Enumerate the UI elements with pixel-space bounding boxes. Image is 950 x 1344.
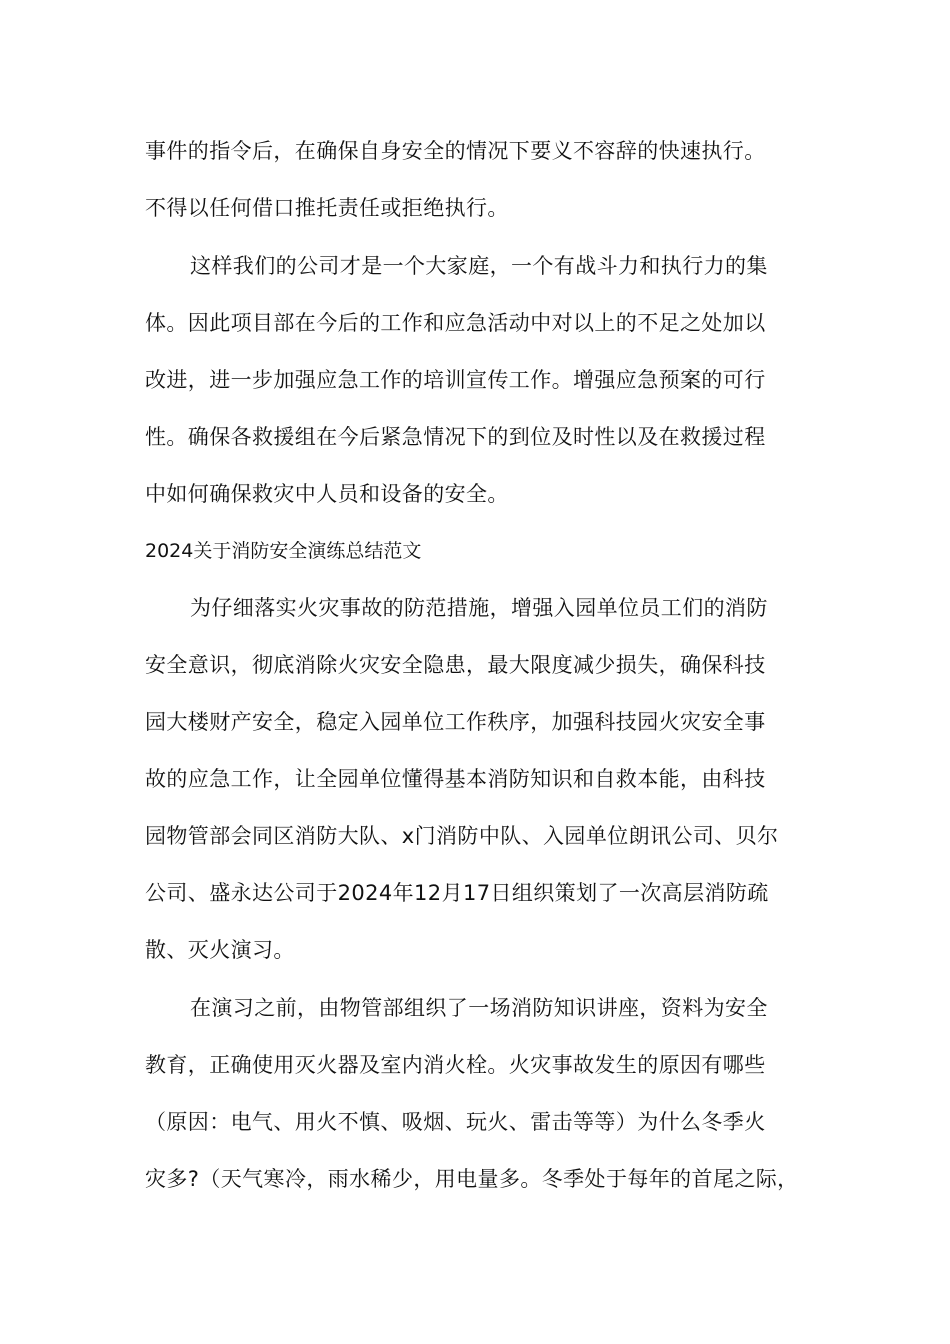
- text-line: 这样我们的公司才是一个大家庭，一个有战斗力和执行力的集: [190, 254, 768, 278]
- text-line: 灾多?（天气寒冷，雨水稀少，用电量多。冬季处于每年的首尾之际，: [145, 1167, 799, 1191]
- text-line: （原因：电气、用火不慎、吸烟、玩火、雷击等等）为什么冬季火: [145, 1110, 766, 1134]
- text-line: 为仔细落实火灾事故的防范措施，增强入园单位员工们的消防: [190, 596, 768, 620]
- text-line: 公司、盛永达公司于2024年12月17日组织策划了一次高层消防疏: [145, 881, 769, 905]
- text-line: 园物管部会同区消防大队、x门消防中队、入园单位朗讯公司、贝尔: [145, 824, 779, 848]
- text-line: 改进，进一步加强应急工作的培训宣传工作。增强应急预案的可行: [145, 368, 766, 392]
- text-line: 故的应急工作，让全园单位懂得基本消防知识和自救本能，由科技: [145, 767, 766, 791]
- text-line: 园大楼财产安全，稳定入园单位工作秩序，加强科技园火灾安全事: [145, 710, 766, 734]
- text-line: 教育，正确使用灭火器及室内消火栓。火灾事故发生的原因有哪些: [145, 1053, 766, 1077]
- text-line: 在演习之前，由物管部组织了一场消防知识讲座，资料为安全: [190, 996, 768, 1020]
- text-line: 性。确保各救援组在今后紧急情况下的到位及时性以及在救援过程: [145, 425, 766, 449]
- text-line: 事件的指令后，在确保自身安全的情况下要义不容辞的快速执行。: [145, 139, 766, 163]
- text-line: 体。因此项目部在今后的工作和应急活动中对以上的不足之处加以: [145, 311, 766, 335]
- text-line: 不得以任何借口推托责任或拒绝执行。: [145, 196, 509, 220]
- text-line: 安全意识，彻底消除火灾安全隐患，最大限度减少损失，确保科技: [145, 653, 766, 677]
- text-line: 中如何确保救灾中人员和设备的安全。: [145, 482, 509, 506]
- text-line: 散、灭火演习。: [145, 938, 295, 962]
- section-heading: 2024关于消防安全演练总结范文: [145, 540, 422, 562]
